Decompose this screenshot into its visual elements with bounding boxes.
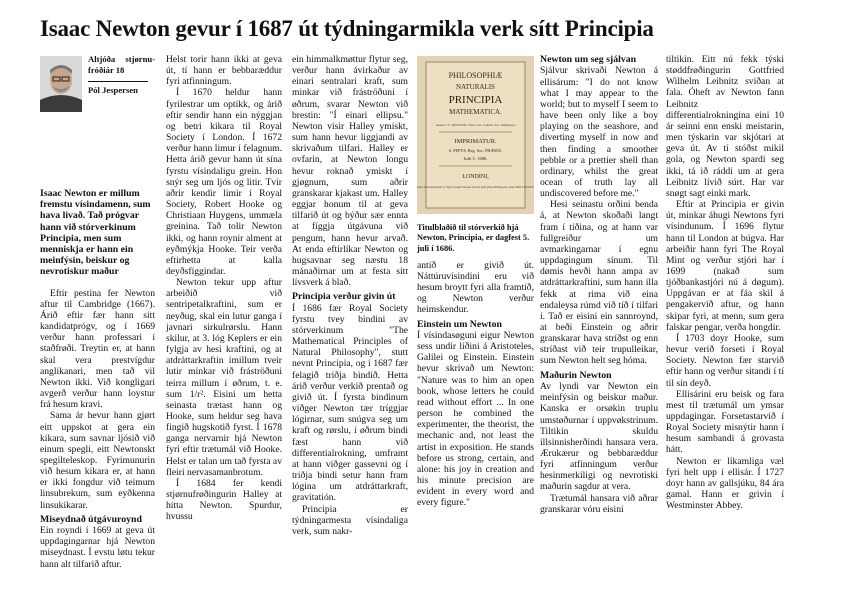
book-line: PRINCIPIA bbox=[448, 94, 503, 106]
byline-text bbox=[88, 54, 155, 172]
paragraph: Ellisárini eru beisk og fara mest til trætumál um ymsar uppdagingar. Forsetastarvið í Royal Society misnýtir hann í hesum sambandi á grovasta hátt. bbox=[666, 388, 784, 456]
book-place: LONDINI, bbox=[462, 174, 489, 180]
paragraph: Principia er týdningarmesta vísindaliga verk, sum nakr- bbox=[292, 503, 408, 537]
section-heading: Maðurin Newton bbox=[540, 369, 612, 381]
book-imprint: Jussu Societatis Regiæ ac Typis Josephi Streater. Prostat apud plures Bibliopolas. Anno MDCLXXXVII. bbox=[417, 186, 534, 189]
paragraph: Trætumál hansara við aðrar granskarar vóru eisini bbox=[540, 492, 658, 515]
image-caption: Titulblaðið til stórverkið hjá Newton, Principia, er dagfest 5. juli í 1686. bbox=[417, 223, 530, 253]
paragraph: tiltikin. Eitt nú fekk týski støddfrøðingurin Gottfried Wilhelm Leibnitz sviðan at fala. Óheft av Newton fann Leibnitz differentialrokningina eini 10 ár seinni enn enski meistarin, men týskarin var skjótari at geva út. Av tí stóðst mikil gola, og Newton spardi seg ikki, tá ið ráddi um at gera Leibnitz lívið súrt. Har var snøgt sagt einki mark. bbox=[666, 54, 784, 199]
paragraph: Hesi seinastu orðini benda á, at Newton skoðaði langt fram í tíðina, og at hann var fullgreiður um avmarkingarnar í egnu uppdagingum sínum. Til dømis hevði hann ampa av atdráttarkraftini, sum hann illa fekk at rima við eina endaleysa rúmd við tíð í tilfari í. Tað er eisini ein sannroynd, at beði Einstein og aðrir granskarar hava stríðst og enn stríðast við teir trupulleikar, sum Newton helt seg hóma. bbox=[540, 199, 658, 367]
principia-title-page-image bbox=[417, 56, 534, 214]
paragraph: Í 1684 fer kendi stjørnufrøðingurin Halley at hitta Newton. Spurdur, hvussu bbox=[166, 477, 282, 523]
column-2 bbox=[166, 54, 282, 523]
byline-divider bbox=[88, 81, 148, 82]
paragraph: Eftir at Principia er givin út, minkar áhugi Newtons fyri vísindunum. Í 1696 flytur hann til London at búgva. Har arbeiðir hann fyri The Royal Mint og verður stjóri har í 1699 (nakað sum tjóðbankastjóri nú á døgum). Uppgávan er at fáa skil á pengakervið aftur, og hann skipar fyri, at menn, sum gera falskar pengar, verða hongdir. bbox=[666, 199, 784, 333]
paragraph: Eftir pestina fer Newton aftur til Cambridge (1667). Árið eftir fær hann sítt kandidatprógv, og í 1669 verður hann professari í staðfrøði. Treytin er, at hann skal vera prestvígdur anglikanari, men tað vil Newton ikki. Við kongligari avgerð verður hann loystur frá hesum kravi. bbox=[40, 287, 155, 411]
book-imprimatur: IMPRIMATUR. bbox=[454, 138, 497, 145]
section-heading: Einstein um Newton bbox=[417, 318, 502, 330]
author-photo bbox=[40, 56, 82, 112]
paragraph: Ein royndi í 1669 at geva út uppdagingarnar hjá Newton miseydnast. Í evstu løtu tekur hann alt tilfarið aftur. bbox=[40, 525, 155, 570]
paragraph: Sama ár hevur hann gjørt eitt uppskot at gera ein kikara, sum savnar ljósið við einum spegli, eitt Newtonskt spegilteleskop. Fyrimunurin við hesum kikara er, at hann er ikki fongdur við teimum linsubrekum, sum eyðkenna linsukikarar. bbox=[40, 410, 155, 511]
paragraph: Newton tekur upp aftur arbeiðið við sentripetalkraftini, sum er neyðug, skal ein lutur ganga í javnari sirkulrørslu. Hann skilur, at 3. lóg Keplers er ein fylgja av hesi kraftini, og at atdráttarkraftin ímillum tveir lutir minkar við fráströðuni teirra millum í øðrum, t. e. sum 1/r². Eisini um hetta seinasta trætast hann og Hooke, sum heldur seg hava fingið hugskotið fyrst. Í 1678 ganga nervarnir hjá Newton fyri eftir trætumál við Hooke. Helst er talan um tað fyrsta av fleiri nervasamanbrotum. bbox=[166, 277, 282, 478]
column-4 bbox=[417, 54, 534, 508]
paragraph: ein himmalkmøttur flytur seg, verður hann ávirkaður av einari sentralari kraft, sum minkar við fráströðuni í øðrum, svarar Newton við brestin: "Í einari ellipsu." Newton vísir Halley ymiskt, sum hann hevur liggjandi av skrivaðum tilfari. Halley er ovfarin, at Newton longu hevur roknað ymiskt í gjøgnum, sum aðrir granskarar kjakast um. Halley eggjar honum til at geva tilfarið út og býður sær ennta at fíggja útgávuna við pengum, hann hevur arvað. At enda eftirlíkar Newton og hugsavnar seg næstu 18 mánaðirnar um at festa sítt lívsverk á blað. bbox=[292, 54, 408, 289]
column-6 bbox=[666, 54, 784, 511]
section-heading: Newton um seg sjálvan bbox=[540, 54, 637, 65]
paragraph: antíð er givið út. Náttúruvísindini eru við hesum broytt fyri alla framtíð, og Newton verður heimskendur. bbox=[417, 259, 534, 316]
paragraph: Í vísindasøguni eigur Newton sess undir líðini á Aristoteles, Galilei og Einstein. Einstein hevur skrivað um Newton: "Nature was to him an open book, whose letters he could read without effort ... In one person he combined the experimenter, the theorist, the mechanic and, not least the artist in exposition. He stands before us strong, certain, and alone: his joy in creation and his minute precision are evident in every word and every figure." bbox=[417, 329, 534, 509]
paragraph: Í 1703 doyr Hooke, sum hevur verið forseti í Royal Society. Newton fær starvið eftir hann og verður sitandi í tí til sín deyð. bbox=[666, 332, 784, 389]
author-name: Pól Jespersen bbox=[88, 85, 138, 96]
paragraph: Sjálvur skrivaði Newton á ellisárum: "I do not know what I may appear to the world; but to myself I seem to have been only like a boy playing on the seashore, and diverting myself in now and then finding a smoother pebble or a prettier shell than ordinary, whilst the great ocean of truth lay all undiscovered before me." bbox=[540, 65, 658, 200]
series-label: Altjóða stjørnu-fróðiár 18 bbox=[88, 54, 155, 75]
paragraph: Av lyndi var Newton ein meinfýsin og beiskur maður. Kanska er orsøkin truplu umstøðurnar í uppvøkstrinum. Tiltikin skuldu illsinnisherðindi hansara vera. Ærukærur og bebbaræddur fyri atfinningum verður hesinmerkiligi og nevrotiski maðurin sagdur at vera. bbox=[540, 381, 658, 493]
paragraph: Helst torir hann ikki at geva út, tí hann er bebbaræddur fyri atfinningum. bbox=[166, 54, 282, 88]
column-3 bbox=[292, 54, 408, 537]
column-5 bbox=[540, 54, 658, 515]
lead-paragraph: Isaac Newton er millum fremstu vísindamenn, sum hava livað. Tað prógvar hann við stórverkinum Principia, men sum menniskja er hann ein meinfýsin, beiskur og nevrotiskur maður bbox=[40, 188, 151, 278]
paragraph: Newton er likamliga væl fyri helt upp í ellisár. Í 1727 doyr hann av gallsjúku, 84 ára gamal. Hann er grivin í Westminster Abbey. bbox=[666, 455, 784, 512]
book-date: Julii 5. 1686. bbox=[463, 156, 488, 161]
book-licenser: S. PEPYS, Reg. Soc. PRÆSES. bbox=[448, 148, 503, 153]
book-line: PHILOSOPHIÆ bbox=[448, 71, 503, 80]
byline bbox=[40, 54, 155, 172]
headline: Isaac Newton gevur í 1687 út týdningarmikla verk sítt Principia bbox=[40, 16, 654, 41]
paragraph: Í 1686 fær Royal Society fyrstu tvey bindini av stórverkinum "The Mathematical Principles of Natural Philosophy", stutt nevnt Principia, og í 1687 fær felagið triðja bindið. Hetta árið verður verkið prentað og givið út. Í fyrsta bindinum viðger Newton tær tríggjar lógirnar, sum snúgva seg um kraft og rørslu, í øðrum bindi fæst hann við differentialrokning, umframt at hann viðger gassevni og í triðja bindi setur hann fram lógina um atdráttarkraft, gravitatión. bbox=[292, 302, 408, 504]
paragraph: Í 1670 heldur hann fyrilestrar um optikk, og árið eftir sendir hann ein nýggjan og betri kikara til Royal Society í London. Í 1672 verður hann limur í felagnum. Hetta árið gevur hann út sína fyrstu vísindaligu grein. Hon snýr seg um ljós og litir. Tvír aðrir kendir limir í Royal Society, Robert Hooke og Christiaan Huygens, ummæla greinina. Tað tolir Newton ikki, og hann roynir alment at eyðmýkja Hooke. Teir verða eftirhetta at kalla deyðsfíggindar. bbox=[166, 87, 282, 277]
book-line: MATHEMATICA. bbox=[449, 108, 502, 116]
book-line: NATURALIS bbox=[456, 83, 495, 91]
book-author: Autore J S. NEWTON, Trin. Coll. Cantab. Soc. Matheseos bbox=[435, 123, 516, 127]
column-1 bbox=[40, 54, 155, 570]
section-heading: Miseydnað útgávuroynd bbox=[40, 513, 142, 525]
section-heading: Principia verður givin út bbox=[292, 291, 396, 303]
